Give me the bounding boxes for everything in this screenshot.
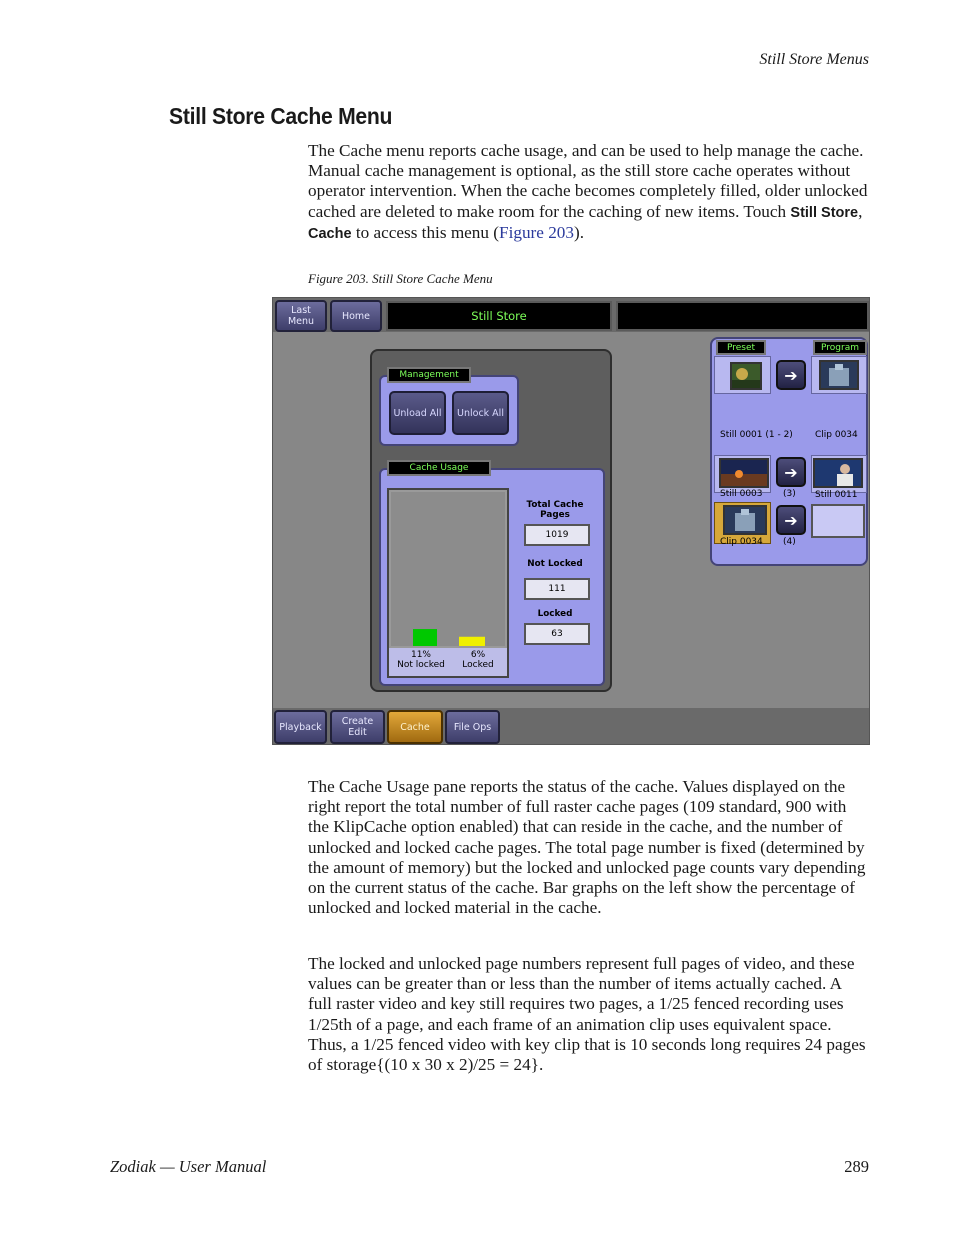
- program-tag: Program: [813, 340, 867, 355]
- intro-end: ).: [573, 222, 585, 242]
- figure-link[interactable]: Figure 203: [499, 222, 574, 242]
- tab-playback[interactable]: Playback: [274, 710, 327, 744]
- take-arrow-button-3[interactable]: ➔: [776, 505, 806, 535]
- not-locked-label: Not Locked: [527, 559, 583, 569]
- bar-locked-label: Locked: [462, 660, 494, 670]
- bar-chart: [389, 490, 507, 676]
- still-store-cache-screenshot: [272, 297, 870, 745]
- locked-label: Locked: [537, 609, 573, 619]
- management-tag: Management: [387, 367, 471, 383]
- bar-not-locked-pct: 11%: [410, 650, 431, 660]
- intro-mid: to access this menu (: [351, 222, 500, 242]
- scenery-icon: [732, 364, 760, 388]
- home-button[interactable]: Home: [330, 300, 382, 332]
- person-icon: [815, 460, 861, 486]
- tab-file-ops[interactable]: File Ops: [445, 710, 500, 744]
- slot3-number: (4): [783, 537, 796, 547]
- figure-caption: Figure 203. Still Store Cache Menu: [308, 271, 493, 286]
- slot1-program-thumbnail[interactable]: [819, 360, 859, 390]
- footer-title: Zodiak — User Manual: [110, 1157, 267, 1176]
- preset-tag: Preset: [716, 340, 766, 355]
- menu-title: Still Store: [386, 301, 612, 331]
- slot1-preset-thumbnail[interactable]: [730, 362, 762, 390]
- unload-all-button[interactable]: Unload All: [389, 391, 446, 435]
- section-title: Still Store Cache Menu: [169, 103, 393, 129]
- cache-usage-tag: Cache Usage: [387, 460, 491, 476]
- building-icon: [725, 507, 765, 533]
- cache-usage-graph: [387, 488, 509, 678]
- intro-sep: ,: [858, 201, 863, 221]
- slot3-caption: Clip 0034: [720, 537, 763, 547]
- sunset-icon: [721, 460, 767, 486]
- keyword-still-store: Still Store: [790, 204, 859, 221]
- slot1-caption: Still 0001 (1 - 2): [720, 430, 793, 440]
- slot3-program-empty[interactable]: [811, 504, 865, 538]
- slot3-preset-thumbnail[interactable]: [723, 505, 767, 535]
- bar-locked-pct: 6%: [470, 650, 486, 660]
- bar-not-locked-label: Not locked: [397, 660, 445, 670]
- page-numbers-paragraph: The locked and unlocked page numbers represent full pages of video, and these values can be greater than or less than the number of items actually cached. A full raster video and key still requires two pages, a 1/25 fenced recording uses 1/25th of a page, and each frame of an animation clip uses equivalent space. Thus, a 1/25 fenced video with key clip that is 10 seconds long requires 24 pages of storage{(10 x 30 x 2)/25 = 24}.: [308, 954, 866, 1075]
- tab-cache[interactable]: Cache: [387, 710, 443, 744]
- intro-paragraph: [308, 141, 868, 244]
- total-cache-pages-label: Total Cache Pages: [526, 500, 584, 520]
- slot2-program-thumbnail[interactable]: [813, 458, 863, 488]
- take-arrow-button-2[interactable]: ➔: [776, 457, 806, 487]
- tab-create-edit[interactable]: Create Edit: [330, 710, 385, 744]
- not-locked-value: 111: [524, 578, 590, 600]
- page-number: 289: [844, 1157, 869, 1176]
- slot1-program-caption: Clip 0034: [815, 430, 858, 440]
- building-icon: [821, 362, 857, 388]
- total-cache-pages-value: 1019: [524, 524, 590, 546]
- unlock-all-button[interactable]: Unlock All: [452, 391, 509, 435]
- graph-area: [391, 492, 505, 646]
- usage-bar-not-locked: [413, 629, 437, 646]
- intro-text: The Cache menu reports cache usage, and can be used to help manage the cache. Manual cache management is optional, as the still store cache operates without operator intervention. When the cache becomes completely filled, older unlocked cached are deleted to make room for the caching of new items. Touch: [308, 141, 868, 221]
- slot2-preset-thumbnail[interactable]: [719, 458, 769, 488]
- locked-value: 63: [524, 623, 590, 645]
- status-bar: [616, 301, 869, 331]
- running-head: Still Store Menus: [759, 51, 869, 68]
- slot2-number: (3): [783, 489, 796, 499]
- usage-bar-locked: [459, 637, 485, 646]
- slot2-program-caption: Still 0011: [815, 490, 858, 500]
- cache-usage-paragraph: The Cache Usage pane reports the status of the cache. Values displayed on the right report the total number of full raster cache pages (109 standard, 900 with the KlipCache option enabled) that can reside in the cache, and the number of unlocked and locked cache pages. The total page number is fixed (determined by the amount of memory) but the locked and unlocked page counts vary depending on the current status of the cache. Bar graphs on the left show the percentage of unlocked and locked material in the cache.: [308, 777, 866, 918]
- last-menu-button[interactable]: Last Menu: [275, 300, 327, 332]
- take-arrow-button-1[interactable]: ➔: [776, 360, 806, 390]
- slot2-caption: Still 0003: [720, 489, 763, 499]
- keyword-cache: Cache: [308, 225, 352, 242]
